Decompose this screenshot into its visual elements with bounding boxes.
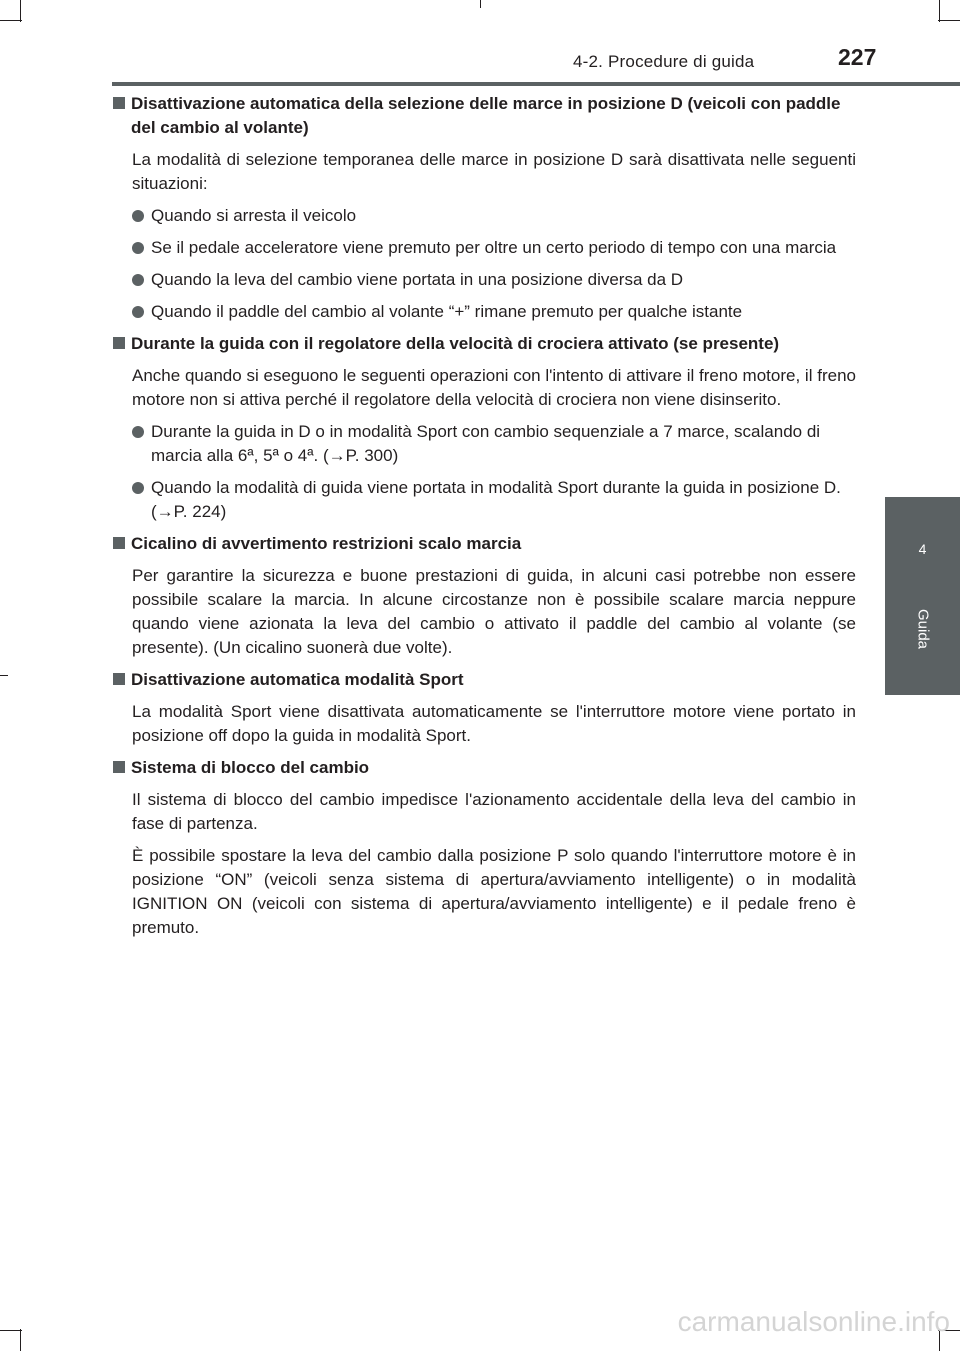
bullet-text: Quando la modalità di guida viene portata in modalità Sport durante la guida in posizione D. (→P. 224) [151, 478, 841, 521]
square-bullet-icon [113, 537, 125, 549]
chapter-number: 4 [918, 541, 927, 557]
section-heading-text: Cicalino di avvertimento restrizioni scalo marcia [131, 534, 522, 553]
page-content [112, 92, 856, 948]
paragraph: Anche quando si eseguono le seguenti operazioni con l'intento di attivare il freno motore, il freno motore non si attiva perché il regolatore della velocità di crociera non viene disinserito. [132, 366, 856, 409]
chapter-label: Guida [914, 608, 931, 650]
section-heading [112, 668, 856, 692]
running-header-section: 4-2. Procedure di guida [573, 52, 755, 71]
round-bullet-icon [132, 306, 144, 318]
paragraph: La modalità di selezione temporanea delle marce in posizione D sarà disattivata nelle seguenti situazioni: [132, 150, 856, 193]
bullet-item [112, 300, 856, 324]
round-bullet-icon [132, 242, 144, 254]
section-heading [112, 332, 856, 356]
paragraph: La modalità Sport viene disattivata automaticamente se l'interruttore motore viene portato in posizione off dopo la guida in modalità Sport. [132, 702, 856, 745]
bullet-item [112, 204, 856, 228]
bullet-item [112, 268, 856, 292]
section-heading-text: Disattivazione automatica della selezione delle marce in posizione D (veicoli con paddle del cambio al volante) [131, 94, 841, 137]
bullet-text: Quando il paddle del cambio al volante “+” rimane premuto per qualche istante [151, 302, 743, 321]
bullet-item [112, 236, 856, 260]
section-heading [112, 92, 856, 140]
crop-mark [0, 675, 8, 676]
square-bullet-icon [113, 673, 125, 685]
crop-mark [0, 20, 22, 21]
chapter-side-tab [885, 497, 960, 695]
section-heading [112, 756, 856, 780]
bullet-text: Durante la guida in D o in modalità Sport con cambio sequenziale a 7 marce, scalando di marcia alla 6ª, 5ª o 4ª. (→P. 300) [151, 422, 821, 465]
watermark[interactable]: carmanualsonline.info [677, 1306, 950, 1337]
round-bullet-icon [132, 274, 144, 286]
paragraph: Il sistema di blocco del cambio impedisce l'azionamento accidentale della leva del cambio in fase di partenza. [132, 790, 856, 833]
square-bullet-icon [113, 97, 125, 109]
round-bullet-icon [132, 482, 144, 494]
section-heading-text: Durante la guida con il regolatore della velocità di crociera attivato (se presente) [131, 334, 780, 353]
round-bullet-icon [132, 426, 144, 438]
crop-mark [0, 1330, 22, 1331]
paragraph: È possibile spostare la leva del cambio dalla posizione P solo quando l'interruttore motore è in posizione “ON” (veicoli senza sistema di apertura/avviamento intelligente) o in modalità IGNITION ON (veicoli con sistema di apertura/avviamento intelligente) e il pedale freno è premuto. [132, 846, 856, 937]
crop-mark [480, 0, 481, 8]
section-heading-text: Disattivazione automatica modalità Sport [131, 670, 464, 689]
bullet-text: Quando si arresta il veicolo [151, 206, 357, 225]
round-bullet-icon [132, 210, 144, 222]
crop-mark [20, 0, 21, 22]
header-rule [112, 82, 960, 86]
section-heading-text: Sistema di blocco del cambio [131, 758, 370, 777]
bullet-text: Se il pedale acceleratore viene premuto per oltre un certo periodo di tempo con una marcia [151, 238, 837, 257]
crop-mark [20, 1329, 21, 1351]
section-heading [112, 532, 856, 556]
square-bullet-icon [113, 761, 125, 773]
bullet-text: Quando la leva del cambio viene portata in una posizione diversa da D [151, 270, 684, 289]
crop-mark [938, 20, 960, 21]
bullet-item [112, 476, 856, 524]
paragraph: Per garantire la sicurezza e buone prestazioni di guida, in alcuni casi potrebbe non essere possibile scalare la marcia. In alcune circostanze non è possibile scalare marcia neppure quando viene azionata la leva del cambio o attivato il paddle del cambio al volante (se presente). (Un cicalino suonerà due volte). [132, 566, 856, 657]
square-bullet-icon [113, 337, 125, 349]
crop-mark [939, 0, 940, 22]
bullet-item [112, 420, 856, 468]
page-number: 227 [838, 44, 877, 70]
